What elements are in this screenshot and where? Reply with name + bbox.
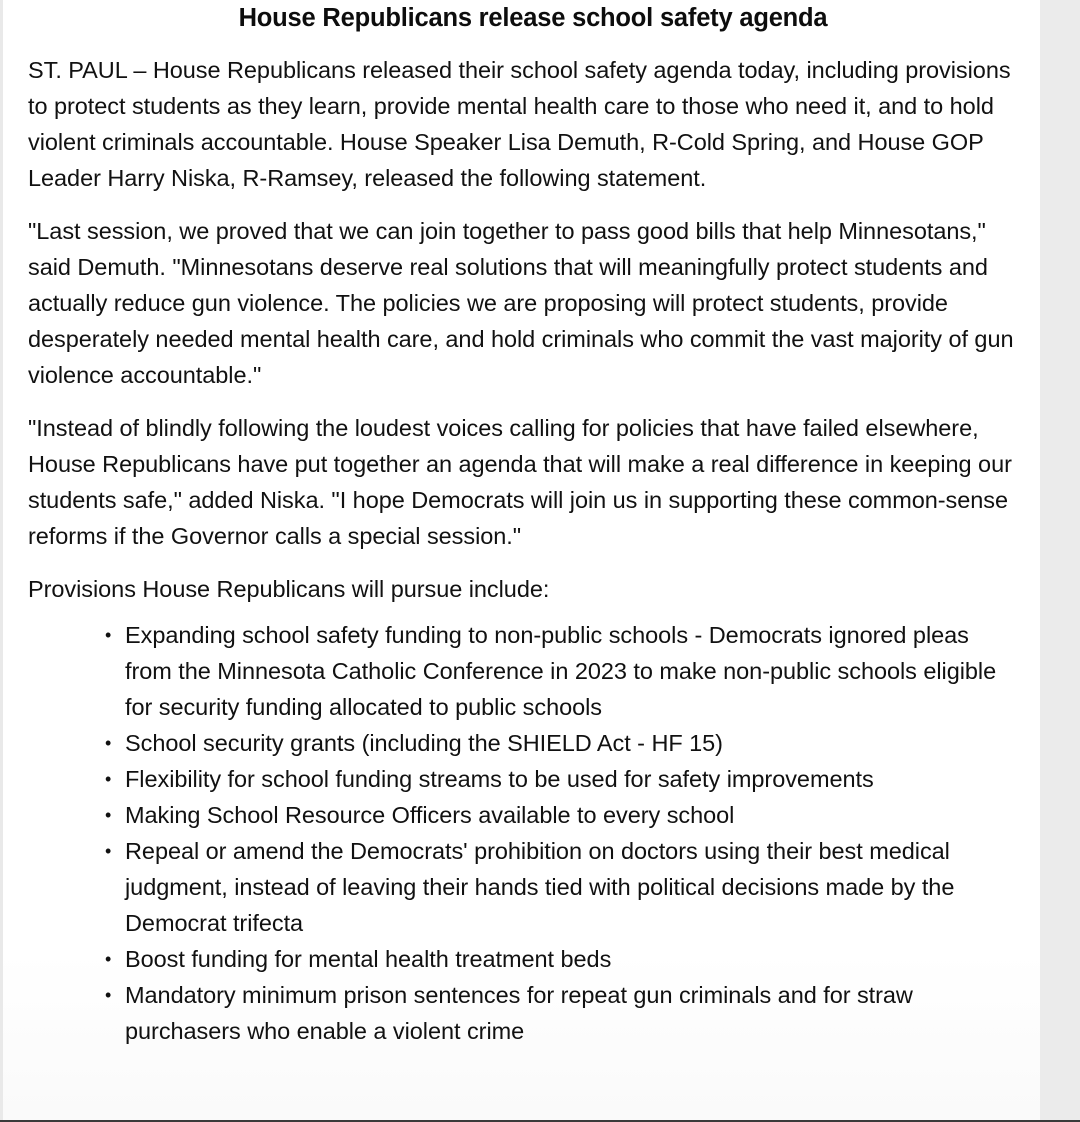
provision-text: Making School Resource Officers available to every school <box>125 802 735 828</box>
provision-item <box>105 617 1005 725</box>
provision-text: Boost funding for mental health treatment beds <box>125 946 612 972</box>
provision-text: Expanding school safety funding to non-public schools - Democrats ignored pleas from the Minnesota Catholic Conference in 2023 to make non-public schools eligible for security funding allocated to public schools <box>125 622 997 720</box>
provision-item <box>105 725 1005 761</box>
provision-item <box>105 761 1005 797</box>
article-title: House Republicans release school safety agenda <box>238 4 828 32</box>
provision-item <box>105 833 1005 941</box>
bullet-icon: • <box>105 805 112 825</box>
bullet-icon: • <box>105 985 112 1005</box>
demuth-quote-paragraph: "Last session, we proved that we can join together to pass good bills that help Minnesotans," said Demuth. "Minnesotans deserve real solutions that will meaningfully protect students and actually reduce gun violence. The policies we are proposing will protect students, provide desperately needed mental health care, and hold criminals who commit the vast majority of gun violence accountable." <box>28 218 1014 388</box>
bullet-icon: • <box>105 733 112 753</box>
provision-item <box>105 977 1005 1049</box>
right-margin-strip <box>1040 0 1080 1120</box>
niska-quote-paragraph: "Instead of blindly following the loudest voices calling for policies that have failed elsewhere, House Republicans have put together an agenda that will make a real difference in keeping our students safe," added Niska. "I hope Democrats will join us in supporting these common-sense reforms if the Governor calls a special session." <box>28 415 1012 549</box>
provisions-intro: Provisions House Republicans will pursue include: <box>28 576 550 602</box>
bullet-icon: • <box>105 841 112 861</box>
provision-item <box>105 941 1005 977</box>
lead-paragraph: ST. PAUL – House Republicans released their school safety agenda today, including provisions to protect students as they learn, provide mental health care to those who need it, and to hold violent criminals accountable. House Speaker Lisa Demuth, R-Cold Spring, and House GOP Leader Harry Niska, R-Ramsey, released the following statement. <box>28 57 1011 191</box>
provision-text: School security grants (including the SHIELD Act - HF 15) <box>125 730 723 756</box>
provision-text: Flexibility for school funding streams to be used for safety improvements <box>125 766 874 792</box>
article <box>28 0 1028 1049</box>
bullet-icon: • <box>105 949 112 969</box>
bullet-icon: • <box>105 625 112 645</box>
provision-text: Repeal or amend the Democrats' prohibition on doctors using their best medical judgment, instead of leaving their hands tied with political decisions made by the Democrat trifecta <box>125 838 955 936</box>
bullet-icon: • <box>105 769 112 789</box>
document-page <box>3 0 1040 1120</box>
provisions-list <box>28 617 1028 1049</box>
provision-item <box>105 797 1005 833</box>
provision-text: Mandatory minimum prison sentences for repeat gun criminals and for straw purchasers who enable a violent crime <box>125 982 913 1044</box>
